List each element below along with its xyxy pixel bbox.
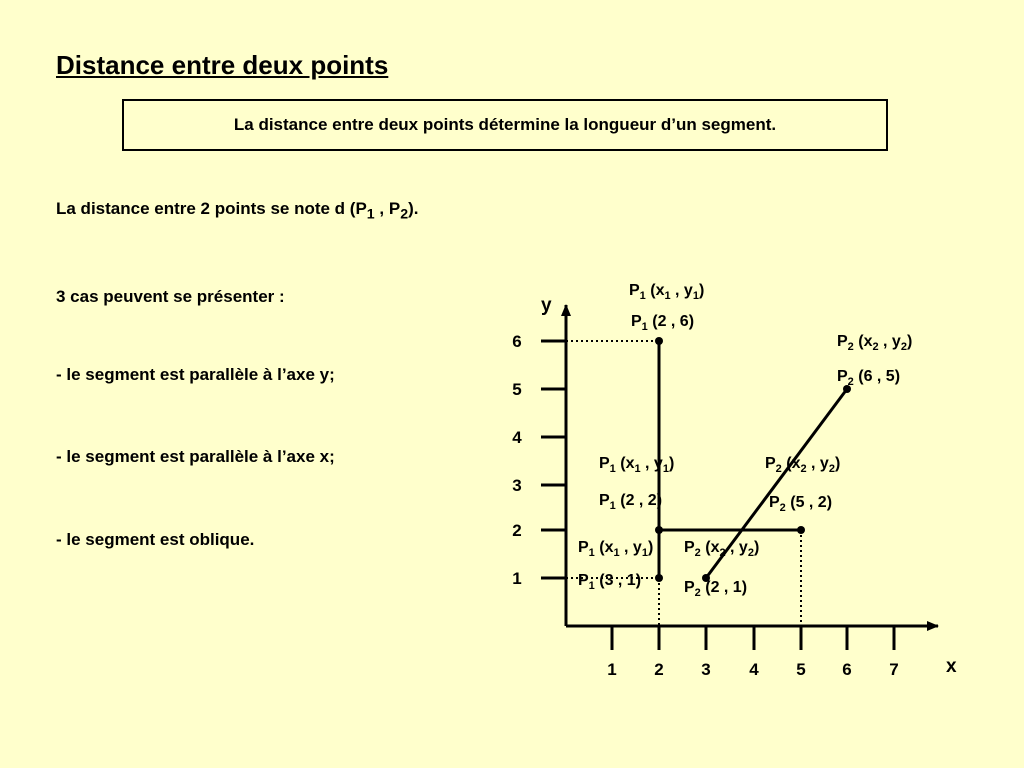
label-part: , y <box>670 282 693 299</box>
label-part: ) <box>753 539 760 556</box>
label-subscript: 2 <box>872 341 879 353</box>
label-subscript: 1 <box>588 547 595 559</box>
label-subscript: 2 <box>694 587 701 599</box>
label-part: (5 , 2) <box>785 494 833 511</box>
label-part: ) <box>668 455 675 472</box>
point-marker <box>655 337 663 345</box>
case-horizontal: - le segment est parallèle à l’axe x; <box>56 447 335 466</box>
y-tick-label: 2 <box>512 521 522 540</box>
label-part: ) <box>834 455 841 472</box>
point-label <box>684 539 759 559</box>
notation-suffix: ). <box>408 199 419 218</box>
label-part: P <box>765 455 776 472</box>
label-part: ) <box>647 539 654 556</box>
y-tick-label: 1 <box>512 569 522 588</box>
label-part: P <box>769 494 780 511</box>
label-part: , y <box>640 455 663 472</box>
label-subscript: 1 <box>641 321 648 333</box>
point-marker <box>655 574 663 582</box>
label-subscript: 2 <box>779 502 786 514</box>
y-tick-label: 5 <box>512 380 522 399</box>
label-subscript: 1 <box>641 547 648 559</box>
label-part: (x <box>615 455 635 472</box>
label-subscript: 1 <box>662 463 669 475</box>
x-tick-label: 2 <box>654 660 664 679</box>
label-part: (x <box>781 455 801 472</box>
label-subscript: 2 <box>900 341 907 353</box>
label-subscript: 2 <box>847 376 854 388</box>
label-part: (x <box>853 333 873 350</box>
label-part: ) <box>698 282 705 299</box>
point-labels <box>578 282 912 599</box>
label-part: P <box>578 572 589 589</box>
point-label <box>837 333 912 353</box>
label-subscript: 2 <box>694 547 701 559</box>
label-subscript: 1 <box>613 547 620 559</box>
label-subscript: 1 <box>639 290 646 302</box>
label-subscript: 2 <box>847 341 854 353</box>
notation-sub1: 1 <box>366 206 375 223</box>
point-label <box>599 455 674 475</box>
x-tick-label: 1 <box>607 660 617 679</box>
label-subscript: 1 <box>692 290 699 302</box>
label-part: (2 , 2) <box>615 492 663 509</box>
label-part: , y <box>725 539 748 556</box>
label-part: P <box>837 368 848 385</box>
label-subscript: 2 <box>747 547 754 559</box>
label-subscript: 1 <box>634 463 641 475</box>
y-tick-label: 4 <box>512 428 522 447</box>
point-label <box>599 492 662 512</box>
label-part: (3 , 1) <box>594 572 642 589</box>
label-subscript: 2 <box>828 463 835 475</box>
label-subscript: 2 <box>719 547 726 559</box>
label-part: P <box>837 333 848 350</box>
point-label <box>684 579 747 599</box>
y-tick-label: 6 <box>512 332 522 351</box>
label-subscript: 1 <box>609 463 616 475</box>
point-label <box>578 572 641 592</box>
label-part: (2 , 1) <box>700 579 748 596</box>
case-oblique: - le segment est oblique. <box>56 530 255 549</box>
point-label <box>629 282 704 302</box>
label-subscript: 1 <box>609 500 616 512</box>
label-subscript: 1 <box>664 290 671 302</box>
label-part: ) <box>906 333 913 350</box>
label-part: P <box>599 455 610 472</box>
label-part: P <box>684 579 695 596</box>
label-part: , y <box>878 333 901 350</box>
label-part: , y <box>806 455 829 472</box>
label-subscript: 1 <box>588 580 595 592</box>
label-part: (x <box>645 282 665 299</box>
notation-prefix: La distance entre 2 points se note d (P <box>56 199 367 218</box>
point-marker <box>655 526 663 534</box>
label-part: (x <box>594 539 614 556</box>
label-subscript: 2 <box>800 463 807 475</box>
label-part: , y <box>619 539 642 556</box>
page-title: Distance entre deux points <box>56 50 389 80</box>
label-part: P <box>684 539 695 556</box>
label-part: (x <box>700 539 720 556</box>
point-label <box>769 494 832 514</box>
x-tick-label: 4 <box>749 660 759 679</box>
label-subscript: 2 <box>775 463 782 475</box>
x-axis-label: x <box>946 656 957 677</box>
notation-mid: , P <box>374 199 401 218</box>
label-part: P <box>629 282 640 299</box>
label-part: P <box>578 539 589 556</box>
y-tick-label: 3 <box>512 476 522 495</box>
point-label <box>837 368 900 388</box>
definition-text: La distance entre deux points détermine la longueur d’un segment. <box>233 115 777 134</box>
x-tick-label: 5 <box>796 660 806 679</box>
x-tick-label: 6 <box>842 660 852 679</box>
notation-sub2: 2 <box>400 206 409 223</box>
x-tick-label: 3 <box>701 660 711 679</box>
x-tick-label: 7 <box>889 660 899 679</box>
axes <box>512 295 957 679</box>
label-part: (6 , 5) <box>853 368 901 385</box>
label-part: (2 , 6) <box>647 313 695 330</box>
y-axis-label: y <box>541 295 552 316</box>
label-part: P <box>599 492 610 509</box>
point-label <box>578 539 653 559</box>
case-vertical: - le segment est parallèle à l’axe y; <box>56 365 335 384</box>
cases-intro: 3 cas peuvent se présenter : <box>56 287 285 306</box>
point-marker <box>797 526 805 534</box>
point-label <box>765 455 840 475</box>
label-part: P <box>631 313 642 330</box>
point-label <box>631 313 694 333</box>
